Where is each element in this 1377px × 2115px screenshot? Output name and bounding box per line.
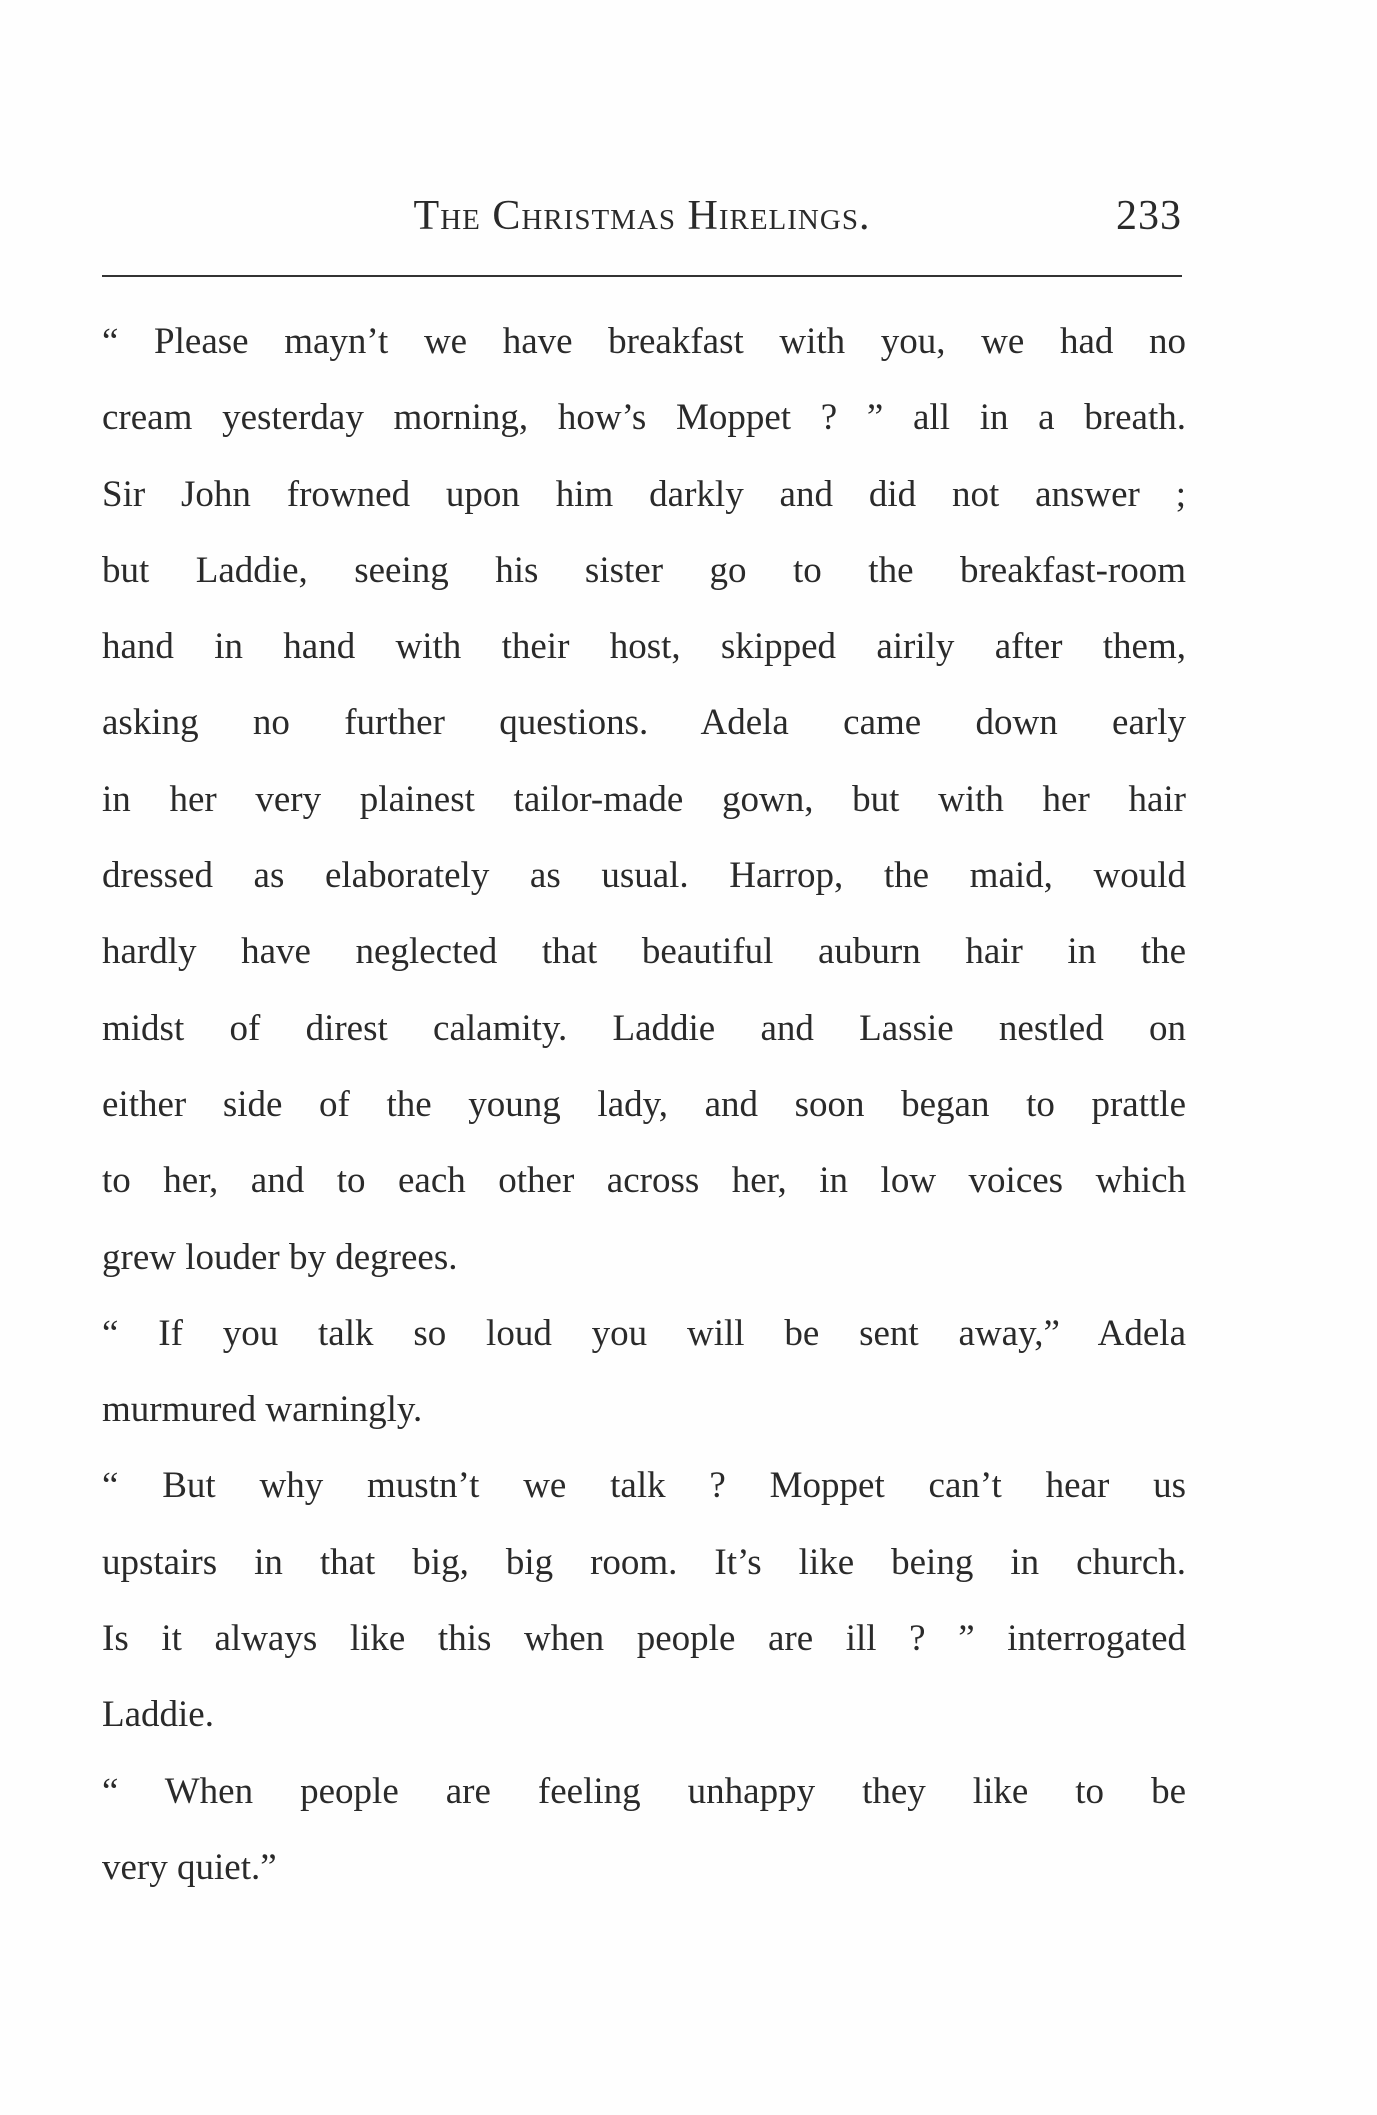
- header-rule: [102, 275, 1182, 277]
- text-line: Is it always like this when people are ill ? ” interrogated: [102, 1618, 1186, 1660]
- body-text: [102, 304, 1186, 1906]
- text-line: upstairs in that big, big room. It’s like being in church.: [102, 1541, 1186, 1583]
- text-line: grew louder by degrees.: [102, 1236, 458, 1278]
- text-line: but Laddie, seeing his sister go to the breakfast-room: [102, 549, 1186, 591]
- text-line: “ If you talk so loud you will be sent away,” Adela: [102, 1312, 1186, 1354]
- text-line: dressed as elaborately as usual. Harrop, the maid, would: [102, 855, 1186, 897]
- text-line: midst of direst calamity. Laddie and Lassie nestled on: [102, 1007, 1186, 1049]
- text-line: murmured warningly.: [102, 1389, 423, 1431]
- text-line: asking no further questions. Adela came down early: [102, 702, 1186, 744]
- text-line: “ Please mayn’t we have breakfast with you, we had no: [102, 321, 1186, 362]
- page-number: 233: [1116, 193, 1182, 239]
- text-line: cream yesterday morning, how’s Moppet ? ” all in a breath.: [102, 397, 1186, 439]
- text-line: to her, and to each other across her, in low voices which: [102, 1160, 1186, 1202]
- text-line: Laddie.: [102, 1694, 214, 1736]
- running-head: [102, 188, 1182, 244]
- text-line: in her very plainest tailor-made gown, but with her hair: [102, 778, 1186, 820]
- text-line: either side of the young lady, and soon began to prattle: [102, 1083, 1186, 1125]
- text-line: hand in hand with their host, skipped airily after them,: [102, 626, 1186, 668]
- text-line: “ When people are feeling unhappy they like to be: [102, 1770, 1186, 1812]
- text-line: “ But why mustn’t we talk ? Moppet can’t hear us: [102, 1465, 1186, 1507]
- text-line: Sir John frowned upon him darkly and did not answer ;: [102, 473, 1186, 515]
- text-line: very quiet.”: [102, 1846, 277, 1888]
- running-title: The Christmas Hirelings.: [413, 193, 871, 239]
- text-line: hardly have neglected that beautiful auburn hair in the: [102, 931, 1186, 973]
